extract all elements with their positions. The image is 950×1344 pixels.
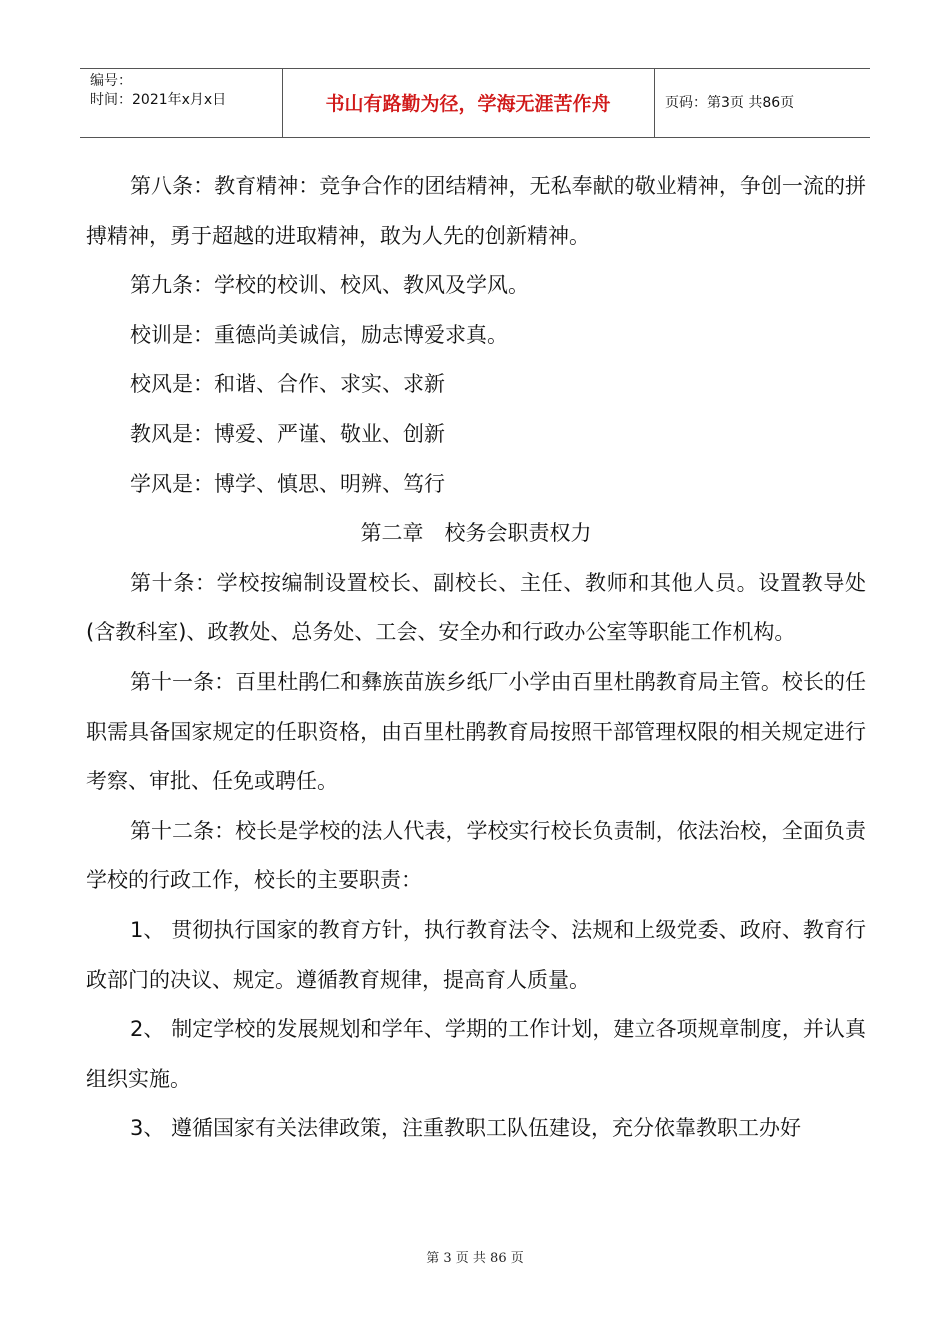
list-item-3: 3、 遵循国家有关法律政策，注重教职工队伍建设，充分依靠教职工办好 [130,1116,802,1141]
page-footer: 第 3 页 共 86 页 [426,1251,524,1266]
header-page-info: 页码：第3页 共86页 [665,95,795,111]
document-number-label: 编号： [90,73,132,89]
header-page-cell [655,69,870,137]
paragraph-article-11: 第十一条：百里杜鹃仁和彝族苗族乡纸厂小学由百里杜鹃教育局主管。校长的任职需具备国家规定的任职资格，由百里杜鹃教育局按照干部管理权限的相关规定进行考察、审批、任免或聘任。 [86,669,866,794]
list-item-2: 2、 制定学校的发展规划和学年、学期的工作计划，建立各项规章制度，并认真组织实施。 [86,1017,866,1091]
document-time-label: 时间：2021年x月x日 [90,92,227,108]
document-body [86,162,866,1154]
header-motto: 书山有路勤为径，学海无涯苦作舟 [325,93,611,115]
paragraph-article-9: 第九条：学校的校训、校风、教风及学风。 [130,273,529,298]
list-item-1: 1、 贯彻执行国家的教育方针，执行教育法令、法规和上级党委、政府、教育行政部门的决议、规定。遵循教育规律，提高育人质量。 [86,917,866,992]
paragraph-school-spirit: 校风是：和谐、合作、求实、求新 [130,372,445,397]
paragraph-study-spirit: 学风是：博学、慎思、明辨、笃行 [130,471,445,496]
paragraph-teaching-spirit: 教风是：博爱、严谨、敬业、创新 [130,421,445,446]
paragraph-article-12: 第十二条：校长是学校的法人代表，学校实行校长负责制，依法治校，全面负责学校的行政工作，校长的主要职责： [86,818,866,893]
chapter-heading: 第二章 校务会职责权力 [360,521,592,546]
paragraph-article-10: 第十条：学校按编制设置校长、副校长、主任、教师和其他人员。设置教导处(含教科室)、政教处、总务处、工会、安全办和行政办公室等职能工作机构。 [86,570,866,645]
paragraph-school-motto: 校训是：重德尚美诚信，励志博爱求真。 [130,322,508,347]
header-motto-cell [282,69,655,137]
paragraph-article-8: 第八条：教育精神：竞争合作的团结精神，无私奉献的敬业精神，争创一流的拼搏精神，勇于超越的进取精神，敢为人先的创新精神。 [86,174,866,248]
document-header [80,68,870,138]
header-meta-cell [80,69,283,137]
